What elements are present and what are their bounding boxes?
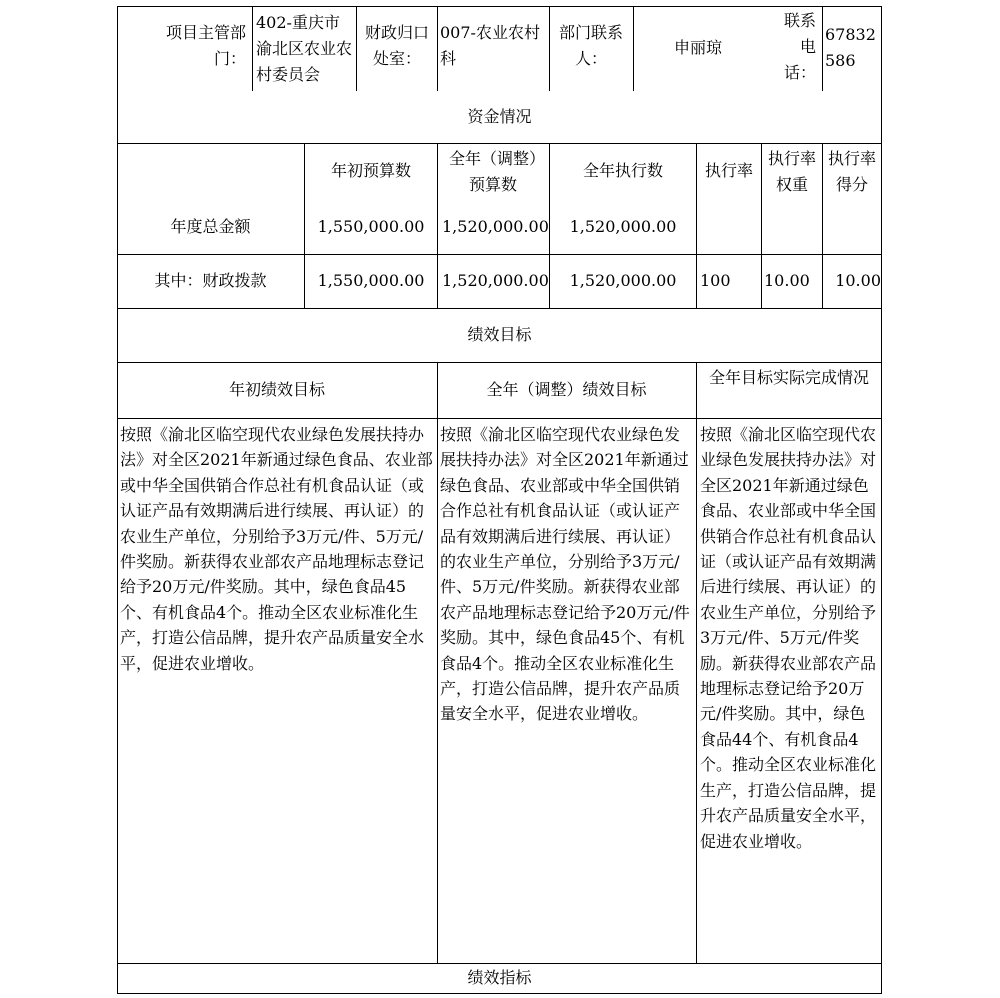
col-exec-rate: 执行率 (704, 161, 753, 180)
row-fiscal-initial: 1,550,000.00 (317, 271, 425, 290)
row-fiscal-rate: 100 (700, 271, 731, 290)
divider (117, 362, 882, 363)
adjusted-goal-text: 按照《渝北区临空现代农业绿色发展扶持办法》对全区2021年新通过绿色食品、农业部或中华全国供销合作总社有机食品认证（或认证产品有效期满后进行续展、再认证）的农业生产单位，分别给予3万元/件、5万元/件奖励。新获得农业部农产品地理标志登记给予20万元/件奖励。其中，绿色食品45个、有机食品4个。推动全区农业标准化生产，打造公信品牌，提升农产品质量安全水平，促进农业增收。 (440, 425, 690, 724)
divider (117, 418, 882, 419)
divider (822, 6, 823, 91)
divider (252, 6, 253, 91)
row-fiscal-executed: 1,520,000.00 (569, 271, 677, 290)
col-initial-budget: 年初预算数 (330, 161, 411, 180)
row-fiscal-label: 其中：财政拨款 (154, 271, 267, 290)
actual-goal-text: 按照《渝北区临空现代农业绿色发展扶持办法》对全区2021年新通过绿色食品、农业部或中华全国供销合作总社有机食品认证（或认证产品有效期满后进行续展、再认证）的农业生产单位，分别给予3万元/件、5万元/件奖励。新获得农业部农产品地理标志登记给予20万元/件奖励。其中，绿色食品44个、有机食品4个。推动全区农业标准化生产，打造公信品牌，提升农产品质量安全水平，促进农业增收。 (700, 425, 877, 851)
row-fiscal-weight: 10.00 (764, 271, 810, 290)
indicators-section-title: 绩效指标 (467, 968, 532, 987)
funds-section-title: 资金情况 (467, 107, 532, 126)
row-total-adjusted: 1,520,000.00 (442, 217, 549, 236)
divider (437, 6, 438, 91)
row-total-executed: 1,520,000.00 (569, 217, 677, 236)
row-total-label: 年度总金额 (170, 217, 251, 236)
phone-value: 67832586 (825, 25, 876, 70)
col-exec-score: 执行率得分 (827, 149, 876, 194)
table-border-left (117, 6, 118, 994)
row-fiscal-score: 10.00 (835, 271, 881, 290)
finance-value: 007-农业农村科 (440, 23, 540, 68)
dept-label: 项目主管部门： (165, 23, 246, 68)
table-border-bottom (117, 993, 882, 994)
table-border-top (117, 6, 882, 7)
divider (549, 6, 550, 91)
col-actual-goal: 全年目标实际完成情况 (708, 368, 869, 387)
col-exec-weight: 执行率权重 (767, 149, 816, 194)
divider (117, 308, 882, 309)
col-initial-goal: 年初绩效目标 (228, 380, 325, 399)
table-border-right (881, 6, 882, 994)
divider (117, 254, 882, 255)
finance-label: 财政归口处室： (364, 23, 429, 68)
col-adjusted-goal: 全年（调整）绩效目标 (486, 380, 647, 399)
divider (117, 963, 882, 964)
divider (696, 362, 697, 963)
contact-label: 部门联系人： (558, 23, 623, 68)
divider (117, 143, 882, 144)
divider (633, 6, 634, 91)
col-executed: 全年执行数 (582, 161, 663, 180)
contact-value: 申丽琼 (673, 38, 722, 57)
row-fiscal-adjusted: 1,520,000.00 (442, 271, 549, 290)
divider (437, 143, 438, 308)
phone-label: 联系电话： (783, 11, 816, 82)
divider (437, 362, 438, 963)
dept-value: 402-重庆市渝北区农业农村委员会 (256, 13, 353, 84)
initial-goal-text: 按照《渝北区临空现代农业绿色发展扶持办法》对全区2021年新通过绿色食品、农业部或中华全国供销合作总社有机食品认证（或认证产品有效期满后进行续展、再认证）的农业生产单位，分别给予3万元/件、5万元/件奖励。新获得农业部农产品地理标志登记给予20万元/件奖励。其中，绿色食品45个、有机食品4个。推动全区农业标准化生产，打造公信品牌，提升农产品质量安全水平，促进农业增收。 (120, 425, 433, 673)
divider (356, 6, 357, 91)
goals-section-title: 绩效目标 (467, 325, 532, 344)
row-total-initial: 1,550,000.00 (317, 217, 425, 236)
col-adjusted-budget: 全年（调整）预算数 (448, 149, 537, 194)
